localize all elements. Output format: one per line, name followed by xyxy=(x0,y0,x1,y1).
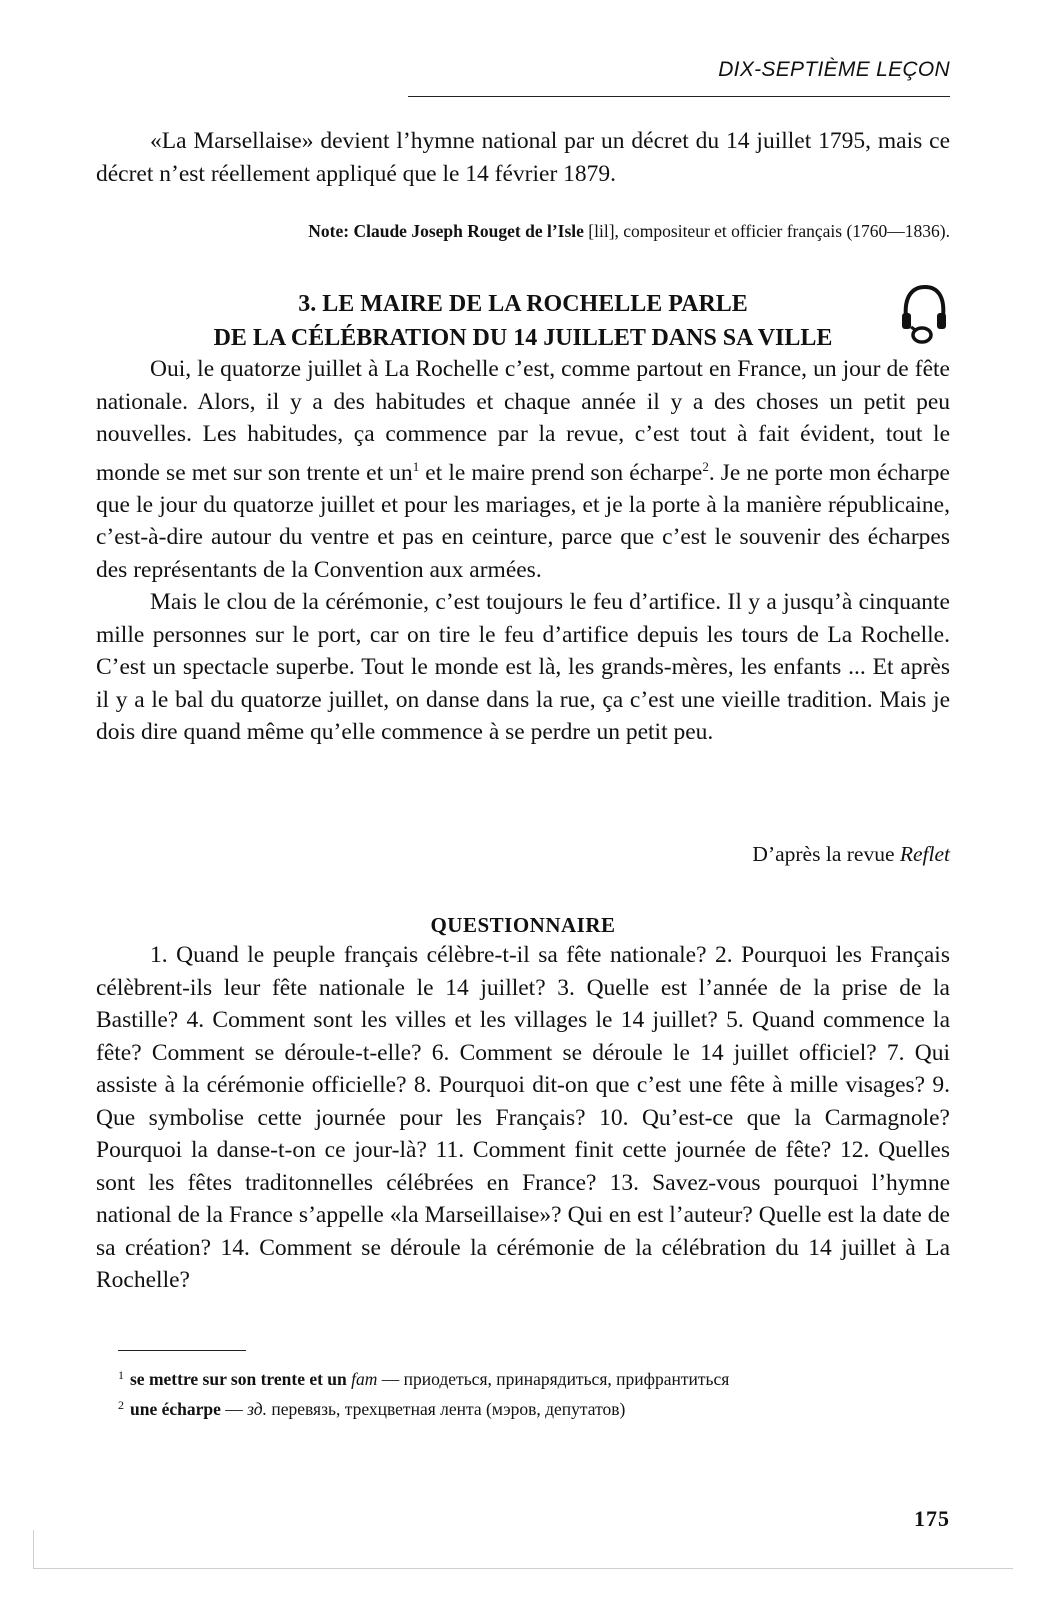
footnote-2: $^2$ une écharpe — зд. перевязь, трехцветная лента (мэров, депутатов) xyxy=(118,1398,626,1419)
source-title: Reflet xyxy=(899,842,950,866)
section-title-line1: 3. LE MAIRE DE LA ROCHELLE PARLE xyxy=(298,291,748,317)
header-rule xyxy=(408,96,950,97)
footnote-number: 2 xyxy=(118,1398,124,1412)
section-title-line2: DE LA CÉLÉBRATION DU 14 JUILLET DANS SA VILLE xyxy=(213,325,833,351)
section-paragraph-1 xyxy=(96,353,950,586)
footnote-label: зд. xyxy=(247,1399,267,1419)
footnote-term: une écharpe xyxy=(130,1399,221,1419)
questionnaire-body xyxy=(96,939,950,1297)
questionnaire-text: 1. Quand le peuple français célèbre-t-il sa fête nationale? 2. Pourquoi les Français célèbrent-ils leur fête nationale le 14 juillet? 3. Quelle est l’année de la prise de la Bastille? 4. Comment sont les villes et les villages le 14 juillet? 5. Quand commence la fête? Comment se déroule-t-elle? 6. Comment se déroule le 14 juillet officiel? 7. Qui assiste à la cérémonie officielle? 8. Pourquoi dit-on que c’est une fête à mille visages? 9. Que symbolise cette journée pour les Français? 10. Qu’est-ce que la Carmagnole? Pourquoi la danse-t-on ce jour-là? 11. Comment finit cette journée de fête? 12. Quelles sont les fêtes traditonnelles célébrées en France? 13. Savez-vous pourquoi l’hymne national de la France s’appelle «la Marseillaise»? Qui en est l’auteur? Quelle est la date de sa création? 14. Comment se déroule la cérémonie de la célébration du 14 juillet à La Rochelle? xyxy=(96,942,950,1293)
paragraph1-part-b: et le maire prend son écharpe xyxy=(419,459,703,486)
footnote-rule xyxy=(118,1350,246,1351)
intro-paragraph-block xyxy=(96,125,950,190)
section-title xyxy=(96,287,950,355)
note-name: Claude Joseph Rouget de l’Isle xyxy=(353,221,584,241)
section-paragraph-2: Mais le clou de la cérémonie, c’est toujours le feu d’artifice. Il y a jusqu’à cinquante mille personnes sur le port, car on tire le feu d’artifice depuis les tours de La Rochelle. C’est un spectacle superbe. Tout le monde est là, les grands-mères, les enfants ... Et après il y a le bal du quatorze juillet, on danse dans la rue, ça c’est une vieille tradition. Mais je dois dire quand même qu’elle commence à se perdre un petit peu. xyxy=(96,589,950,746)
footnote-term: se mettre sur son trente et un xyxy=(130,1369,347,1389)
footnotes xyxy=(118,1362,950,1422)
footnote-1 xyxy=(118,1362,950,1392)
paragraph1-part-c: . Je ne porte mon écharpe que le jour du quatorze juillet et pour les mariages, et je la porte à la manière républicaine, c’est-à-dire autour du ventre et pas en ceinture, parce que c’est le souvenir des écharpes des représentants de la Convention aux armées. xyxy=(96,459,950,583)
footnote-label: fam xyxy=(351,1369,378,1389)
scan-edge-left xyxy=(33,1530,34,1568)
intro-paragraph: «La Marsellaise» devient l’hymne national par un décret du 14 juillet 1795, mais ce décret n’est réellement appliqué que le 14 février 1879. xyxy=(96,128,950,187)
footnote-ref-2: 2 xyxy=(702,458,709,474)
source-prefix: D’après la revue xyxy=(752,842,900,866)
source-attribution xyxy=(752,842,950,867)
page-number: 175 xyxy=(914,1506,950,1531)
questionnaire-title: QUESTIONNAIRE xyxy=(430,913,616,937)
paragraph1-part-a: Oui, le quatorze juillet à La Rochelle c’est, comme partout en France, un jour de fête nationale. Alors, il y a des habitudes et chaque année il y a des choses un petit peu nouvelles. Les habitudes, ça commence par la revue, c’est tout à fait évident, tout le monde se met sur son trente et un xyxy=(96,356,950,486)
footnote-text: перевязь, трехцветная лента (мэров, депутатов) xyxy=(266,1399,626,1419)
section-body xyxy=(96,353,950,749)
note-label: Note: xyxy=(308,221,350,241)
scan-edge-bottom xyxy=(33,1568,1013,1569)
footnote-ref-1: 1 xyxy=(412,458,420,474)
footnote-text: — приодеться, принарядиться, прифрантиться xyxy=(377,1369,730,1389)
note-text: [lil], compositeur et officier français (1760—1836). xyxy=(583,221,950,241)
running-head: DIX-SEPTIÈME LEÇON xyxy=(718,58,950,81)
footnote-number: 1 xyxy=(118,1368,124,1382)
headphones-icon xyxy=(898,283,950,345)
note xyxy=(96,221,950,242)
